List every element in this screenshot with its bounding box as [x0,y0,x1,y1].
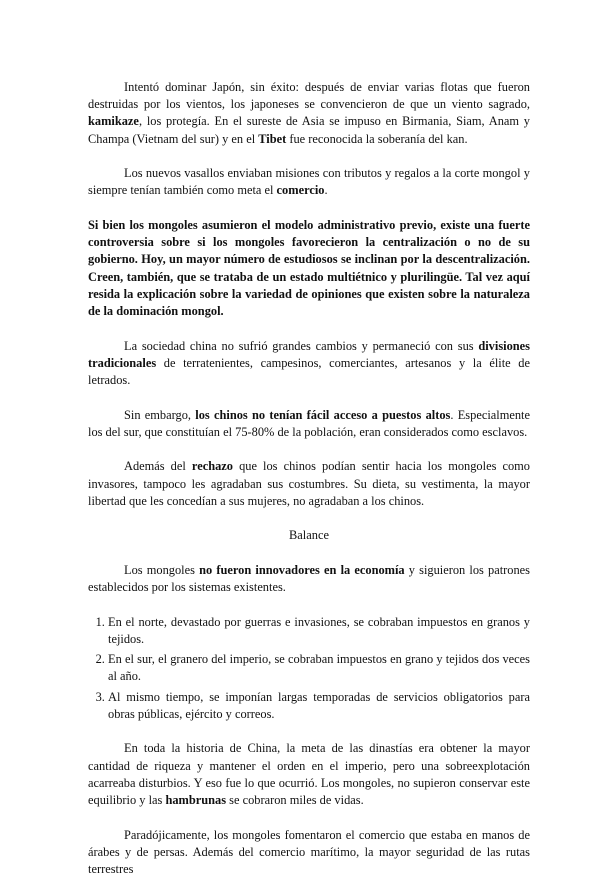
bold-term-comercio: comercio [276,183,325,198]
paragraph-administration-controversy: Si bien los mongoles asumieron el modelo administrativo previo, existe una fuerte controversia sobre si los mongoles favorecieron la centralización o no de su gobierno. Hoy, un mayor número de estudiosos se inclinan por la descentralización. Creen, también, que se trataba de un estado multiétnico y plurilingüe. Tal vez aquí resida la explicación sobre la variedad de opiniones que existen sobre la naturaleza de la dominación mongol. [88,218,530,319]
text-span: se cobraron miles de vidas. [226,793,364,808]
text-span: y siguieron los patrones establecidos por los sistemas existentes. [88,563,531,595]
text-span: fue reconocida la soberanía del kan. [286,131,468,146]
bold-term-tibet: Tibet [258,131,287,146]
tax-list [88,614,530,723]
paragraph-trade: Paradójicamente, los mongoles fomentaron el comercio que estaba en manos de árabes y de persas. Además del comercio marítimo, la mayor seguridad de las rutas terrestres [88,827,530,877]
section-heading-balance: Balance [289,528,329,543]
text-span: Los nuevos vasallos enviaban misiones con tributos y regalos a la corte mongol y siempre tenían también como meta el [88,166,530,198]
paragraph-vassals [88,165,530,199]
list-item: 1. En el norte, devastado por guerras e invasiones, se cobraban impuestos en granos y tejidos. [108,614,530,648]
bold-term-kamikaze: kamikaze [88,114,139,129]
list-item: 3. Al mismo tiempo, se imponían largas temporadas de servicios obligatorios para obras públicas, ejército y correos. [108,689,530,723]
paragraph-chinese-society [88,338,530,390]
paragraph-access-posts [88,407,530,441]
text-span: que los chinos podían sentir hacia los mongoles como invasores, tampoco les agradaban sus costumbres. Su dieta, su vestimenta, la mayor libertad que les concedían a sus mujeres, no agradaban a los chinos. [88,459,531,508]
list-item: 2. En el sur, el granero del imperio, se cobraban impuestos en grano y tejidos dos veces al año. [108,651,530,685]
text-span: . Especialmente los del sur, que constituían el 75-80% de la población, eran considerados como esclavos. [88,407,530,439]
text-span: . [324,183,328,198]
bold-phrase-economy: no fueron innovadores en la economía [199,563,405,577]
bold-term-divisiones: divisiones tradicionales [88,338,530,370]
paragraph-rejection [88,458,530,510]
paragraph-dynasties [88,740,530,809]
bold-phrase-access: los chinos no tenían fácil acceso a puestos altos [195,407,451,422]
bold-term-hambrunas: hambrunas [165,793,227,808]
bold-term-rechazo: rechazo [191,459,233,474]
text-span: Además del [124,459,192,474]
text-span: Intentó dominar Japón, sin éxito: después de enviar varias flotas que fueron destruidas por los vientos, los japoneses se convencieron de que un viento sagrado, [88,80,530,112]
text-span: Sin embargo, [124,407,196,422]
text-span: En toda la historia de China, la meta de las dinastías era obtener la mayor cantidad de riqueza y mantener el orden en el imperio, pero una sobreexplotación acarreaba disturbios. Y eso fue lo que ocurrió. Los mongoles, no supieron conservar este equilibrio y las [88,741,530,808]
text-span: Los mongoles [124,563,200,577]
text-span: La sociedad china no sufrió grandes cambios y permaneció con sus [124,338,479,353]
paragraph-economy [88,562,530,596]
text-span: de terratenientes, campesinos, comerciantes, artesanos y la élite de letrados. [88,355,530,388]
text-span: , los protegía. En el sureste de Asia se impuso en Birmania, Siam, Anam y Champa (Vietnam del sur) y en el [88,114,530,146]
paragraph-japan-conquest [88,79,530,148]
